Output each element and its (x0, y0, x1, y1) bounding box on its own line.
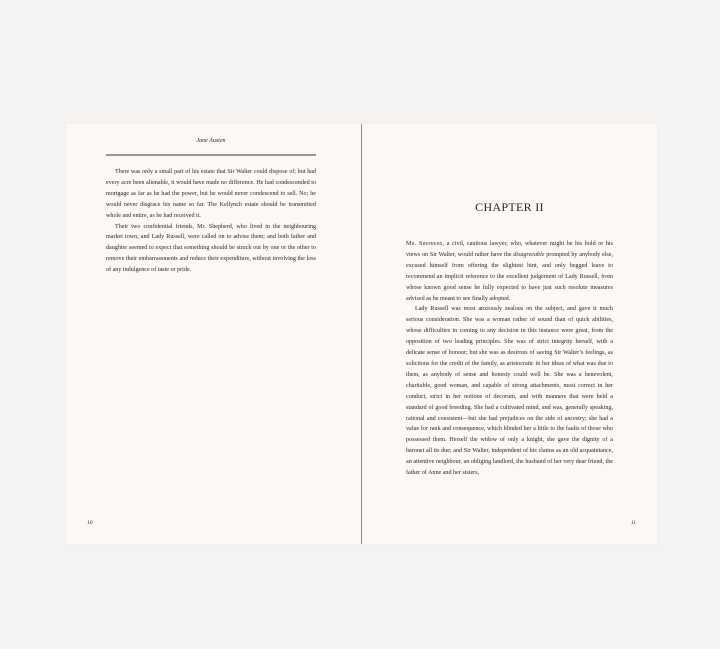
paragraph: Lady Russell was most anxiously zealous on the subject, and gave it much serious consideration. She was a woman rather of sound than of quick abilities, whose difficulties in coming to any decision in this instance were great, from the opposition of two leading principles. She was of strict integrity herself, with a delicate sense of honour; but she was as desirous of saving Sir Walter’s feelings, as solicitous for the credit of the family, as aristocratic in her ideas of what was due to them, as anybody of sense and honesty could well be. She was a benevolent, charitable, good woman, and capable of strong attachments, most correct in her conduct, strict in her notions of decorum, and with manners that were held a standard of good breeding. She had a cultivated mind, and was, generally speaking, rational and consistent—but she had prejudices on the side of ancestry; she had a value for rank and consequence, which blinded her a little to the faults of those who possessed them. Herself the widow of only a knight, she gave the dignity of a baronet all its due; and Sir Walter, independent of his claims as an old acquaintance, an attentive neighbour, an obliging landlord, the husband of her very dear friend, the father of Anne and her sisters, (406, 306, 613, 477)
header-rule (106, 154, 316, 156)
paragraph: There was only a small part of his estate that Sir Walter could dispose of; but had every acre been alienable, it would have made no difference. He had condescended to mortgage as far as he had the power, but he would never condescend to sell. No; he would never disgrace his name so far. The Kellynch estate should be transmitted whole and entire, as he had received it. (106, 169, 316, 219)
small-caps-lead: Mr. Shepherd, (406, 241, 445, 247)
book-spread (66, 124, 657, 544)
running-head: Jane Austen (196, 138, 226, 144)
page-number: 11 (630, 520, 636, 526)
paragraph (406, 239, 613, 304)
body-text (406, 239, 613, 479)
paragraph-text: a civil, cautious lawyer, who, whatever might be his hold or his views on Sir Walter, would rather have the (406, 241, 613, 258)
left-page[interactable] (66, 124, 361, 544)
chapter-title: CHAPTER II (475, 200, 544, 214)
right-page[interactable] (362, 124, 657, 544)
emphasis-text: disagreeable (513, 251, 545, 258)
paragraph: Their two confidential friends, Mr. Shepherd, who lived in the neighbouring market town, and Lady Russell, were called on to advise them; and both father and daughter seemed to expect that something should be struck out by one or the other to remove their embarrassments and reduce their expenditure, without involving the loss of any indulgence of taste or pride. (106, 223, 316, 274)
body-text (106, 167, 316, 276)
page-number: 10 (87, 520, 93, 526)
paragraph-text: prompted by anybody else, excused himself from offering the slightest hint, and only begged leave to recommend an implicit reference to the excellent judgement of Lady Russell, from whose known good sense he fully expected to have just such resolute measures advised as he meant to see finally adopted. (406, 251, 613, 302)
